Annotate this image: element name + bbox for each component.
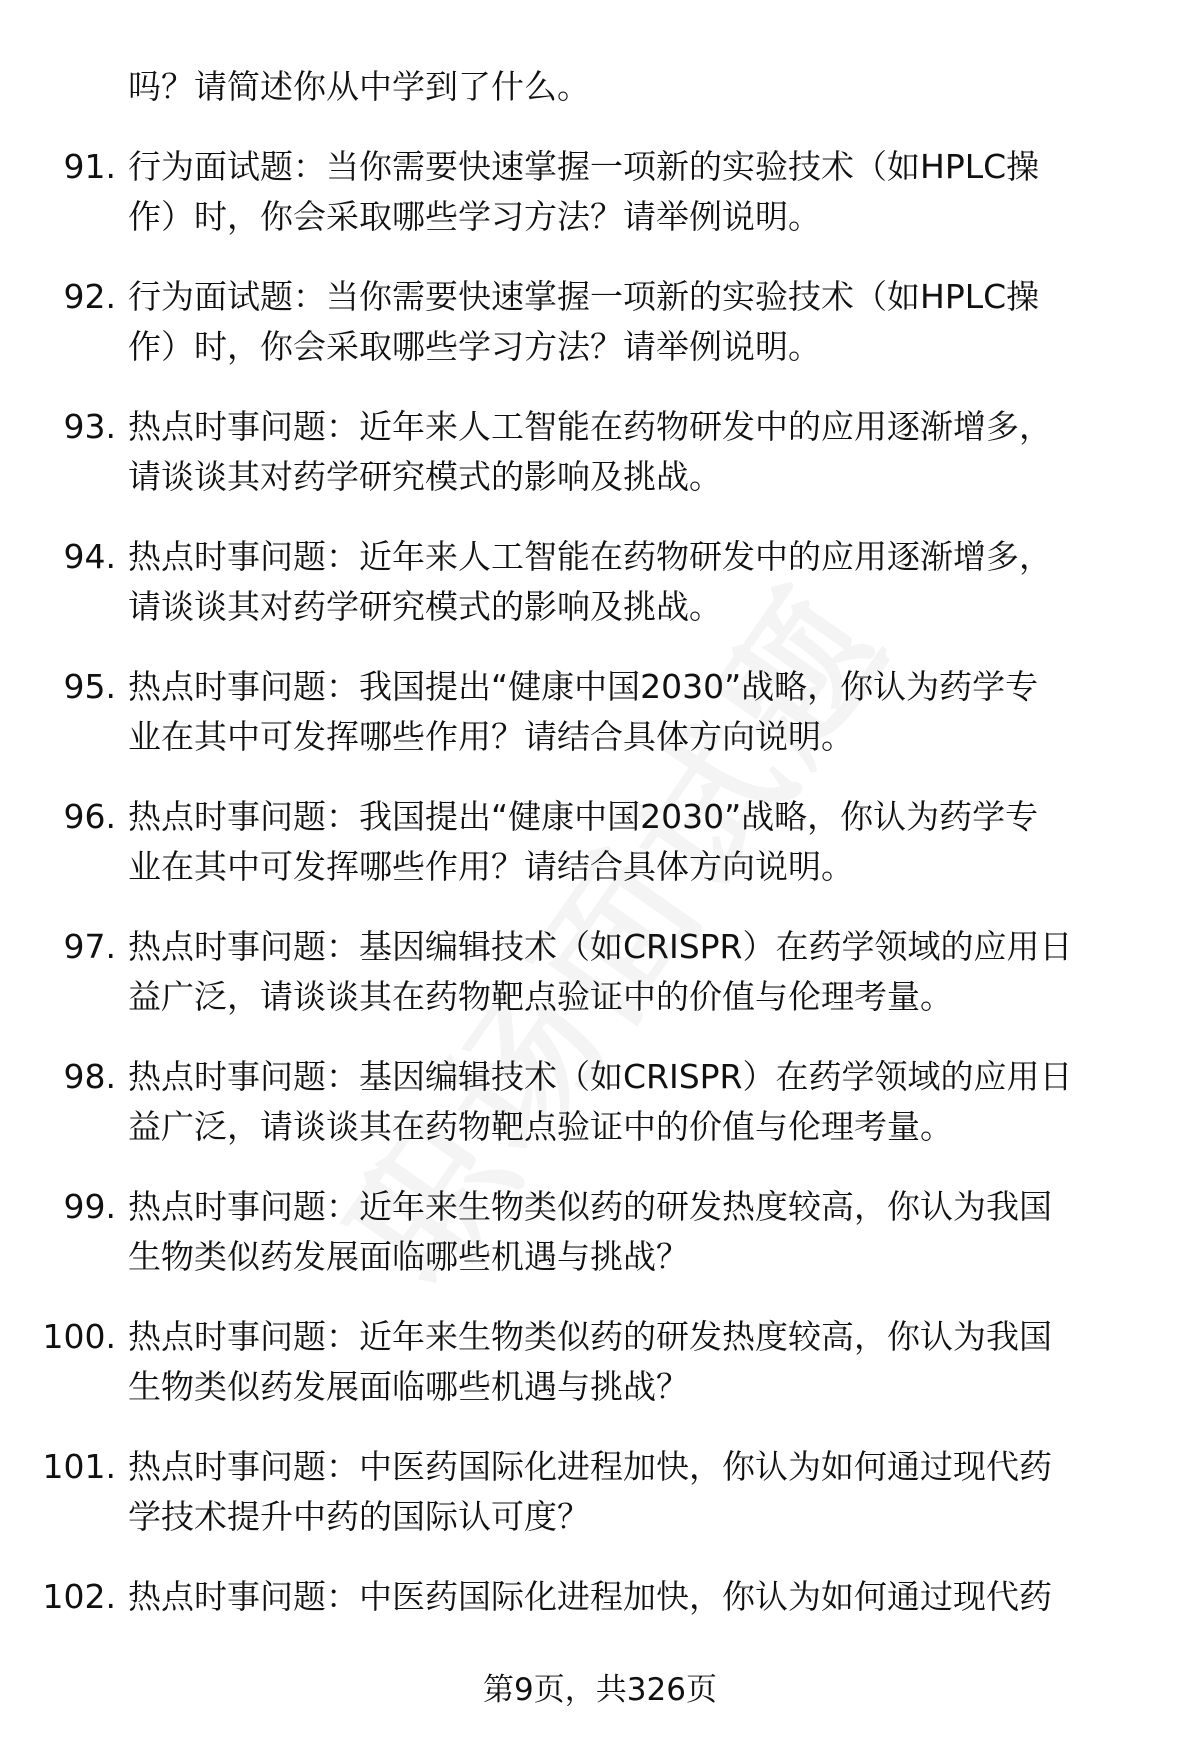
item-number: 102.: [42, 1577, 116, 1616]
item-number: 94.: [63, 537, 116, 576]
list-item: [0, 402, 1200, 532]
item-text: 吗？请简述你从中学到了什么。: [128, 67, 590, 106]
item-number: 92.: [63, 277, 116, 316]
list-item: [0, 662, 1200, 792]
item-text: 热点时事问题：中医药国际化进程加快，你认为如何通过现代药: [128, 1577, 1052, 1616]
item-number: 91.: [63, 147, 116, 186]
item-text: 热点时事问题：近年来生物类似药的研发热度较高，你认为我国 生物类似药发展面临哪些机遇与挑战？: [128, 1317, 1052, 1406]
list-item: [0, 1182, 1200, 1312]
question-list: [0, 62, 1200, 1702]
list-item: [0, 272, 1200, 402]
item-text: 热点时事问题：中医药国际化进程加快，你认为如何通过现代药 学技术提升中药的国际认可度？: [128, 1447, 1052, 1536]
list-item: [0, 142, 1200, 272]
list-item: [0, 1312, 1200, 1442]
item-number: 98.: [63, 1057, 116, 1096]
list-item: [0, 1442, 1200, 1572]
item-text: 热点时事问题：我国提出“健康中国2030”战略，你认为药学专 业在其中可发挥哪些作用？请结合具体方向说明。: [128, 797, 1039, 886]
item-number: 95.: [63, 667, 116, 706]
item-number: 97.: [63, 927, 116, 966]
item-text: 热点时事问题：近年来人工智能在药物研发中的应用逐渐增多， 请谈谈其对药学研究模式的影响及挑战。: [128, 407, 1052, 496]
item-number: 101.: [42, 1447, 116, 1486]
item-text: 热点时事问题：基因编辑技术（如CRISPR）在药学领域的应用日 益广泛，请谈谈其在药物靶点验证中的价值与伦理考量。: [128, 1057, 1073, 1146]
item-text: 行为面试题：当你需要快速掌握一项新的实验技术（如HPLC操 作）时，你会采取哪些学习方法？请举例说明。: [128, 277, 1040, 366]
item-number: [0, 62, 128, 142]
item-number: 99.: [63, 1187, 116, 1226]
list-item: [0, 922, 1200, 1052]
item-number: 93.: [63, 407, 116, 446]
list-item: [0, 532, 1200, 662]
item-number: 96.: [63, 797, 116, 836]
item-text: 热点时事问题：近年来人工智能在药物研发中的应用逐渐增多， 请谈谈其对药学研究模式的影响及挑战。: [128, 537, 1052, 626]
list-item: [0, 1052, 1200, 1182]
list-item: [0, 62, 1200, 142]
item-text: 热点时事问题：我国提出“健康中国2030”战略，你认为药学专 业在其中可发挥哪些作用？请结合具体方向说明。: [128, 667, 1039, 756]
item-number: 100.: [42, 1317, 116, 1356]
page-footer: 第9页，共326页: [483, 1672, 717, 1708]
item-text: 热点时事问题：近年来生物类似药的研发热度较高，你认为我国 生物类似药发展面临哪些机遇与挑战？: [128, 1187, 1052, 1276]
item-text: 行为面试题：当你需要快速掌握一项新的实验技术（如HPLC操 作）时，你会采取哪些学习方法？请举例说明。: [128, 147, 1040, 236]
item-text: 热点时事问题：基因编辑技术（如CRISPR）在药学领域的应用日 益广泛，请谈谈其在药物靶点验证中的价值与伦理考量。: [128, 927, 1073, 1016]
list-item: [0, 792, 1200, 922]
